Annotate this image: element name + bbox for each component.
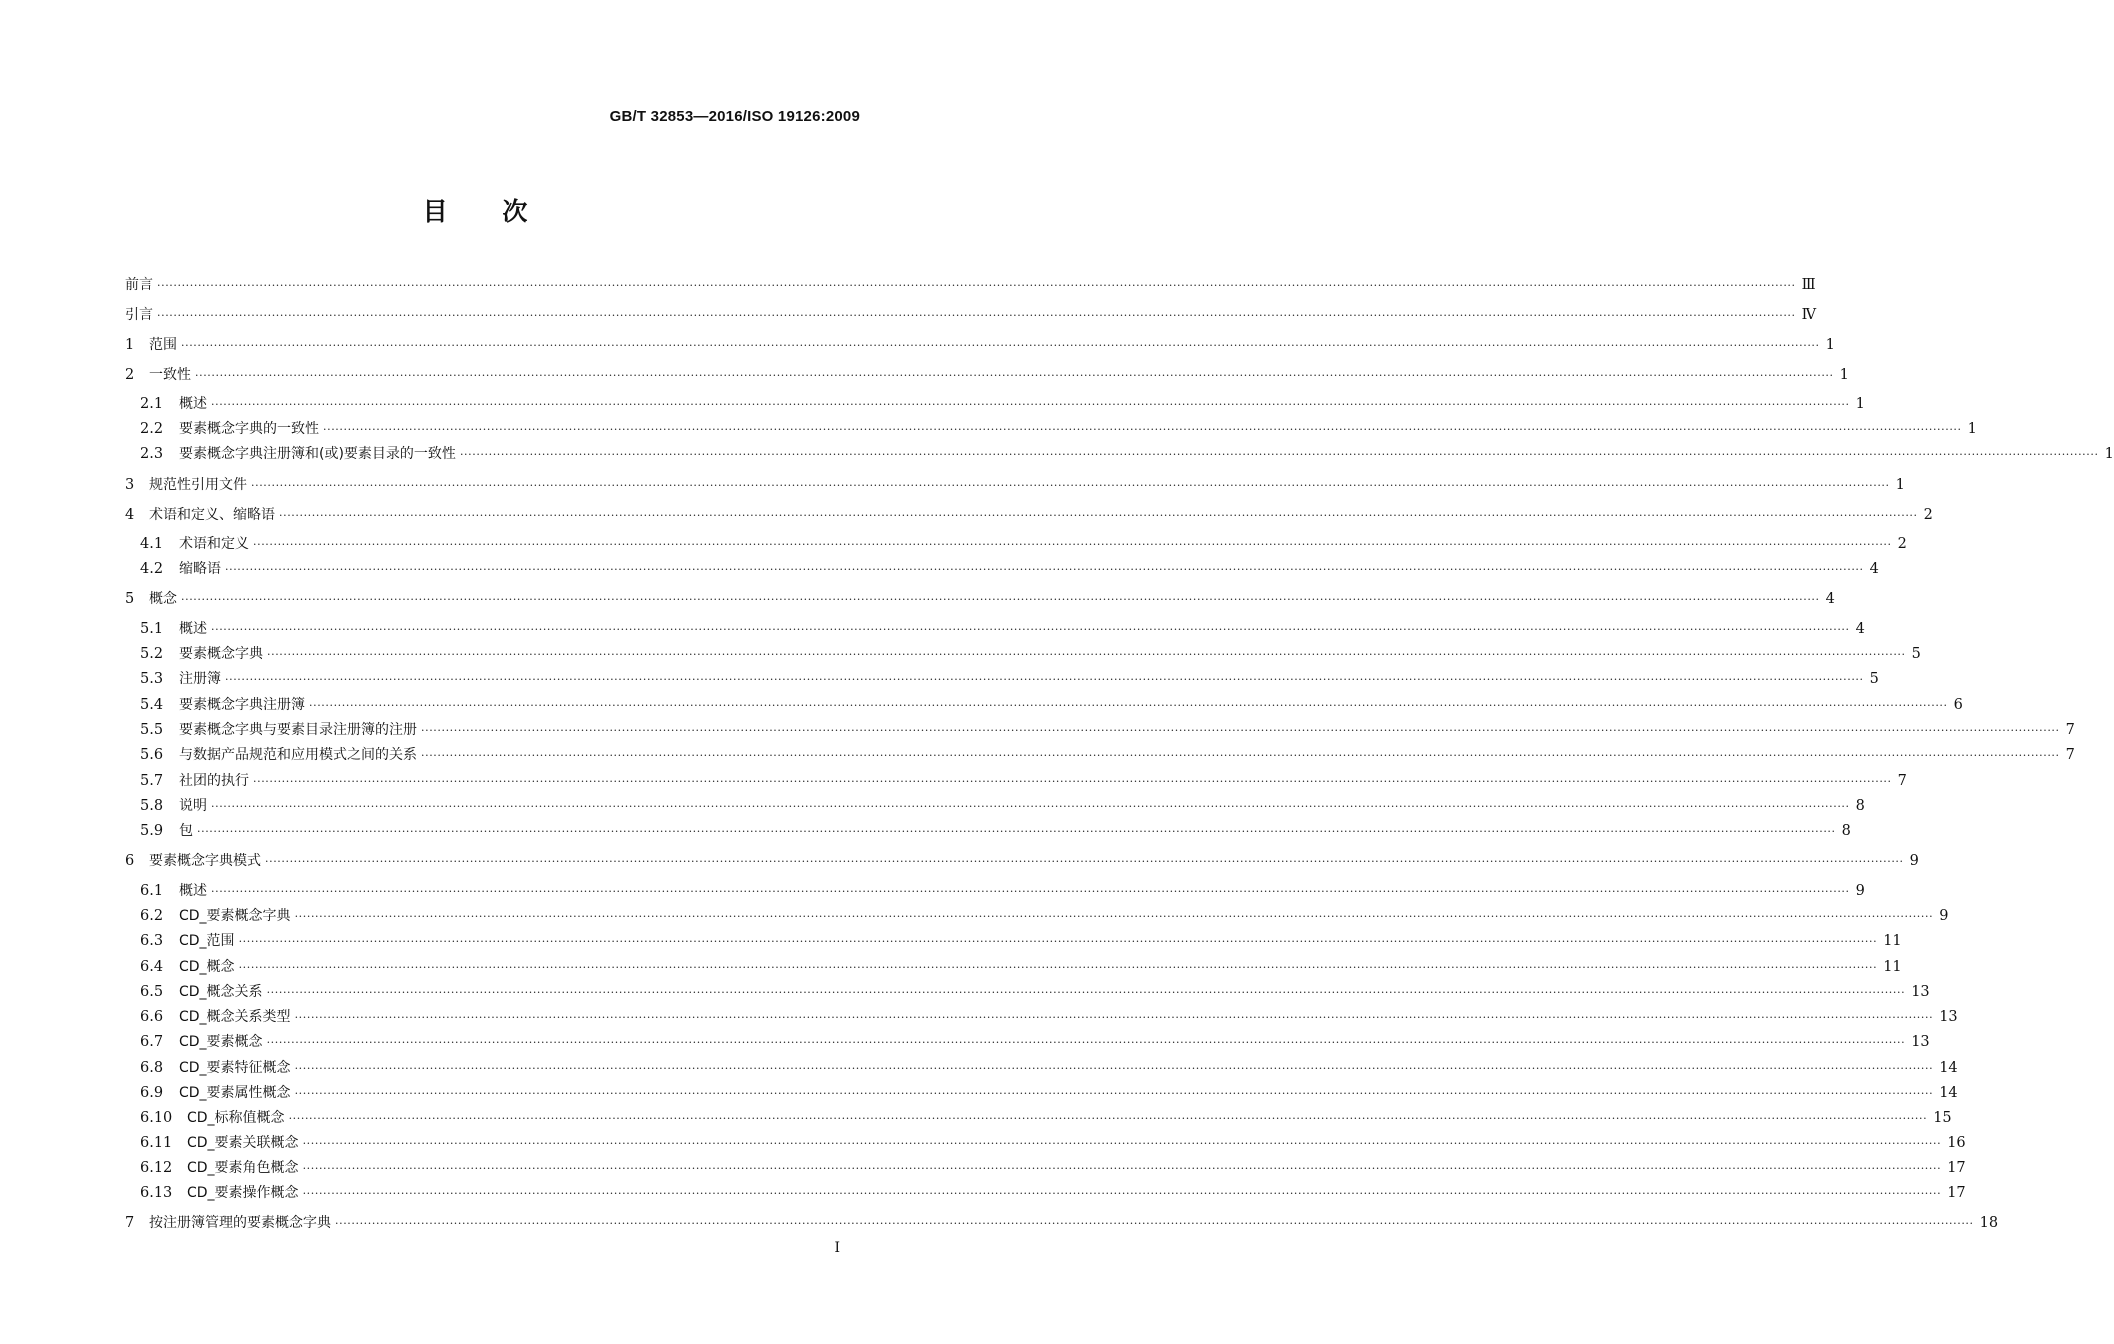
toc-leader-dots: ················································································································································································································································································································································································································ xyxy=(279,509,1918,522)
toc-entry-label: CD_范围 xyxy=(179,933,235,949)
toc-entry-number: 5.6 xyxy=(140,747,164,763)
toc-entry[interactable] xyxy=(140,905,1949,927)
toc-entry-page: 7 xyxy=(2065,747,2075,763)
toc-leader-dots: ················································································································································································································································································································································································································ xyxy=(335,1217,1974,1230)
toc-entry-number: 2.3 xyxy=(140,446,164,462)
toc-entry-page: 9 xyxy=(1909,853,1919,869)
toc-entry-page: 18 xyxy=(1979,1215,1999,1231)
toc-entry-label: CD_概念 xyxy=(179,959,235,975)
toc-entry[interactable] xyxy=(140,643,1921,665)
toc-entry-number: 5.4 xyxy=(140,697,164,713)
toc-entry[interactable] xyxy=(125,504,1933,526)
toc-entry[interactable] xyxy=(125,364,1849,386)
toc-leader-dots: ················································································································································································································································································································································································································ xyxy=(459,448,2099,461)
toc-entry-page: 9 xyxy=(1855,883,1865,899)
toc-leader-dots: ················································································································································································································································································································································································································ xyxy=(267,648,1906,661)
toc-entry[interactable] xyxy=(125,334,1835,356)
toc-entry-page: 8 xyxy=(1841,823,1851,839)
toc-entry-number: 4.1 xyxy=(140,536,164,552)
toc-entry-number: 5.3 xyxy=(140,671,164,687)
toc-entry[interactable] xyxy=(140,880,1865,902)
toc-leader-dots: ················································································································································································································································································································································································································ xyxy=(302,1162,1942,1175)
toc-entry[interactable] xyxy=(140,719,2075,741)
toc-entry-label: 要素概念字典与要素目录注册簿的注册 xyxy=(179,722,417,738)
toc-entry-number: 6.6 xyxy=(140,1009,164,1025)
toc-entry[interactable] xyxy=(140,1107,1952,1129)
toc-entry-page: 17 xyxy=(1947,1185,1966,1201)
toc-entry-page: 6 xyxy=(1953,697,1963,713)
toc-leader-dots: ················································································································································································································································································································································································································ xyxy=(211,800,1850,813)
toc-entry[interactable] xyxy=(140,1157,1966,1179)
toc-entry-label: 概述 xyxy=(179,396,207,412)
toc-entry-page: 5 xyxy=(1869,671,1879,687)
toc-entry-page: 17 xyxy=(1947,1160,1966,1176)
toc-leader-dots: ················································································································································································································································································································································································································ xyxy=(181,593,1820,606)
toc-entry-number: 7 xyxy=(125,1215,135,1231)
toc-entry-label: 一致性 xyxy=(149,367,191,383)
toc-entry-number: 6.9 xyxy=(140,1085,164,1101)
toc-leader-dots: ················································································································································································································································································································································································································ xyxy=(323,423,1962,436)
toc-entry-page: 2 xyxy=(1923,507,1933,523)
toc-entry-number: 6.8 xyxy=(140,1060,164,1076)
toc-entry-label: 社团的执行 xyxy=(179,773,249,789)
toc-leader-dots: ················································································································································································································································································································································································································ xyxy=(265,855,1904,868)
toc-entry-page: 7 xyxy=(2065,722,2075,738)
toc-leader-dots: ················································································································································································································································································································································································································ xyxy=(266,1036,1906,1049)
toc-title: 目 次 xyxy=(422,197,528,226)
toc-entry[interactable] xyxy=(125,304,1817,326)
toc-entry-page: 4 xyxy=(1825,591,1835,607)
toc-entry-number: 2.1 xyxy=(140,396,164,412)
toc-entry[interactable] xyxy=(140,956,1902,978)
toc-leader-dots: ················································································································································································································································································································································································································ xyxy=(302,1187,1942,1200)
toc-entry[interactable] xyxy=(140,981,1930,1003)
toc-entry[interactable] xyxy=(140,443,2114,465)
toc-entry-page: 13 xyxy=(1911,1034,1930,1050)
toc-entry-number: 6.12 xyxy=(140,1160,173,1176)
toc-entry-label: 按注册簿管理的要素概念字典 xyxy=(149,1215,331,1231)
toc-entry-number: 6.2 xyxy=(140,908,164,924)
toc-entry[interactable] xyxy=(140,795,1865,817)
toc-entry-page: 14 xyxy=(1939,1085,1958,1101)
toc-entry-label: CD_概念关系 xyxy=(179,984,263,1000)
toc-entry-label: CD_要素特征概念 xyxy=(179,1060,291,1076)
toc-entry-number: 4 xyxy=(125,507,135,523)
page-number: I xyxy=(834,1240,840,1256)
toc-leader-dots: ················································································································································································································································································································································································································ xyxy=(288,1112,1928,1125)
toc-entry-page: 11 xyxy=(1883,959,1902,975)
toc-entry-label: CD_要素概念字典 xyxy=(179,908,291,924)
toc-entry-number: 5.7 xyxy=(140,773,164,789)
toc-entry-number: 6.5 xyxy=(140,984,164,1000)
toc-entry[interactable] xyxy=(140,1031,1930,1053)
toc-entry-page: 11 xyxy=(1883,933,1902,949)
toc-entry-number: 6.11 xyxy=(140,1135,173,1151)
toc-entry-label: 概念 xyxy=(149,591,177,607)
toc-leader-dots: ················································································································································································································································································································································································································ xyxy=(211,623,1850,636)
toc-entry[interactable] xyxy=(140,558,1879,580)
toc-entry-page: 4 xyxy=(1869,561,1879,577)
toc-entry-label: 范围 xyxy=(149,337,177,353)
toc-entry[interactable] xyxy=(140,744,2075,766)
toc-entry-page: Ⅲ xyxy=(1801,277,1816,293)
toc-leader-dots: ················································································································································································································································································································································································································ xyxy=(225,563,1864,576)
toc-entry-label: CD_要素概念 xyxy=(179,1034,263,1050)
toc-entry-page: 13 xyxy=(1939,1009,1958,1025)
toc-entry-label: 注册簿 xyxy=(179,671,221,687)
toc-entry-number: 6.3 xyxy=(140,933,164,949)
toc-leader-dots: ················································································································································································································································································································································································································ xyxy=(309,699,1948,712)
toc-entry[interactable] xyxy=(125,274,1816,296)
toc-entry-label: CD_要素属性概念 xyxy=(179,1085,291,1101)
toc-entry-page: 4 xyxy=(1855,621,1865,637)
toc-entry-page: 1 xyxy=(1855,396,1865,412)
toc-entry-number: 6.10 xyxy=(140,1110,173,1126)
toc-entry-label: 概述 xyxy=(179,883,207,899)
toc-entry-page: 9 xyxy=(1939,908,1949,924)
toc-entry-label: 缩略语 xyxy=(179,561,221,577)
toc-entry[interactable] xyxy=(140,418,1977,440)
toc-entry-label: 要素概念字典注册簿 xyxy=(179,697,305,713)
toc-entry-page: 5 xyxy=(1911,646,1921,662)
toc-entry-number: 6.13 xyxy=(140,1185,173,1201)
toc-entry-label: 要素概念字典 xyxy=(179,646,263,662)
toc-entry-number: 3 xyxy=(125,477,135,493)
toc-leader-dots: ················································································································································································································································································································································································································ xyxy=(181,339,1820,352)
toc-entry[interactable] xyxy=(140,1082,1958,1104)
toc-entry[interactable] xyxy=(140,393,1865,415)
toc-entry-label: CD_标称值概念 xyxy=(187,1110,285,1126)
toc-leader-dots: ················································································································································································································································································································································································································ xyxy=(294,1011,1934,1024)
toc-entry[interactable] xyxy=(140,1132,1966,1154)
toc-leader-dots: ················································································································································································································································································································································································································ xyxy=(238,935,1878,948)
toc-entry-number: 6.1 xyxy=(140,883,164,899)
toc-entry-number: 6.4 xyxy=(140,959,164,975)
standard-number: GB/T 32853—2016/ISO 19126:2009 xyxy=(609,108,860,125)
toc-entry-label: CD_概念关系类型 xyxy=(179,1009,291,1025)
toc-entry-label: 与数据产品规范和应用模式之间的关系 xyxy=(179,747,417,763)
toc-entry[interactable] xyxy=(125,474,1905,496)
toc-entry-number: 5.8 xyxy=(140,798,164,814)
toc-leader-dots: ················································································································································································································································································································································································································ xyxy=(253,538,1892,551)
toc-leader-dots: ················································································································································································································································································································································································································ xyxy=(197,825,1836,838)
toc-leader-dots: ················································································································································································································································································································································································································ xyxy=(266,986,1906,999)
toc-entry[interactable] xyxy=(125,588,1835,610)
toc-entry-label: 要素概念字典模式 xyxy=(149,853,261,869)
toc-leader-dots: ················································································································································································································································································································································································································ xyxy=(211,398,1850,411)
toc-entry[interactable] xyxy=(140,930,1902,952)
toc-entry-label: 前言 xyxy=(125,277,153,293)
toc-entry-label: 概述 xyxy=(179,621,207,637)
toc-entry-label: 包 xyxy=(179,823,193,839)
toc-entry-number: 6 xyxy=(125,853,135,869)
toc-entry[interactable] xyxy=(140,668,1879,690)
toc-entry-number: 5.5 xyxy=(140,722,164,738)
toc-entry-page: 13 xyxy=(1911,984,1930,1000)
toc-entry-label: 要素概念字典注册簿和(或)要素目录的一致性 xyxy=(179,446,456,462)
toc-entry-label: CD_要素角色概念 xyxy=(187,1160,299,1176)
toc-entry[interactable] xyxy=(140,820,1851,842)
toc-entry-page: 1 xyxy=(1839,367,1849,383)
toc-entry-number: 5.2 xyxy=(140,646,164,662)
toc-leader-dots: ················································································································································································································································································································································································································ xyxy=(157,279,1796,292)
toc-entry-label: 规范性引用文件 xyxy=(149,477,247,493)
toc-entry-page: 15 xyxy=(1933,1110,1952,1126)
toc-leader-dots: ················································································································································································································································································································································································································ xyxy=(421,749,2060,762)
toc-leader-dots: ················································································································································································································································································································································································································ xyxy=(211,885,1850,898)
toc-entry[interactable] xyxy=(125,1212,1999,1234)
toc-entry-page: 14 xyxy=(1939,1060,1958,1076)
toc-entry-number: 2 xyxy=(125,367,135,383)
toc-leader-dots: ················································································································································································································································································································································································································ xyxy=(294,1087,1934,1100)
toc-entry-number: 1 xyxy=(125,337,135,353)
toc-leader-dots: ················································································································································································································································································································································································································ xyxy=(294,910,1934,923)
toc-entry-number: 5.9 xyxy=(140,823,164,839)
toc-leader-dots: ················································································································································································································································································································································································································ xyxy=(302,1137,1942,1150)
toc-leader-dots: ················································································································································································································································································································································································································ xyxy=(157,309,1796,322)
toc-entry-label: 引言 xyxy=(125,307,153,323)
toc-entry-label: CD_要素关联概念 xyxy=(187,1135,299,1151)
toc-leader-dots: ················································································································································································································································································································································································································ xyxy=(294,1062,1934,1075)
toc-entry[interactable] xyxy=(140,1006,1958,1028)
toc-entry-page: 2 xyxy=(1897,536,1907,552)
toc-leader-dots: ················································································································································································································································································································································································································ xyxy=(225,673,1864,686)
toc-entry-number: 5.1 xyxy=(140,621,164,637)
toc-leader-dots: ················································································································································································································································································································································································································ xyxy=(253,775,1892,788)
toc-entry[interactable] xyxy=(140,533,1907,555)
toc-leader-dots: ················································································································································································································································································································································································································ xyxy=(195,369,1834,382)
toc-entry[interactable] xyxy=(140,1182,1966,1204)
toc-entry-page: 1 xyxy=(2104,446,2114,462)
toc-entry[interactable] xyxy=(125,850,1919,872)
toc-entry-label: 术语和定义 xyxy=(179,536,249,552)
toc-leader-dots: ················································································································································································································································································································································································································ xyxy=(421,724,2060,737)
toc-entry[interactable] xyxy=(140,694,1963,716)
toc-entry-page: 1 xyxy=(1967,421,1977,437)
toc-entry-page: 16 xyxy=(1947,1135,1966,1151)
toc-entry[interactable] xyxy=(140,618,1865,640)
toc-leader-dots: ················································································································································································································································································································································································································ xyxy=(238,961,1878,974)
toc-entry-number: 6.7 xyxy=(140,1034,164,1050)
toc-entry-label: 要素概念字典的一致性 xyxy=(179,421,319,437)
toc-entry-page: 7 xyxy=(1897,773,1907,789)
toc-entry-page: 8 xyxy=(1855,798,1865,814)
toc-entry[interactable] xyxy=(140,1057,1958,1079)
toc-leader-dots: ················································································································································································································································································································································································································ xyxy=(251,479,1890,492)
toc-entry-page: 1 xyxy=(1895,477,1905,493)
toc-entry-number: 4.2 xyxy=(140,561,164,577)
toc-entry-label: CD_要素操作概念 xyxy=(187,1185,299,1201)
toc-entry-label: 说明 xyxy=(179,798,207,814)
toc-entry-number: 5 xyxy=(125,591,135,607)
toc-entry-number: 2.2 xyxy=(140,421,164,437)
toc-entry-page: 1 xyxy=(1825,337,1835,353)
toc-entry-page: Ⅳ xyxy=(1801,307,1817,323)
toc-entry-label: 术语和定义、缩略语 xyxy=(149,507,275,523)
toc-entry[interactable] xyxy=(140,770,1907,792)
